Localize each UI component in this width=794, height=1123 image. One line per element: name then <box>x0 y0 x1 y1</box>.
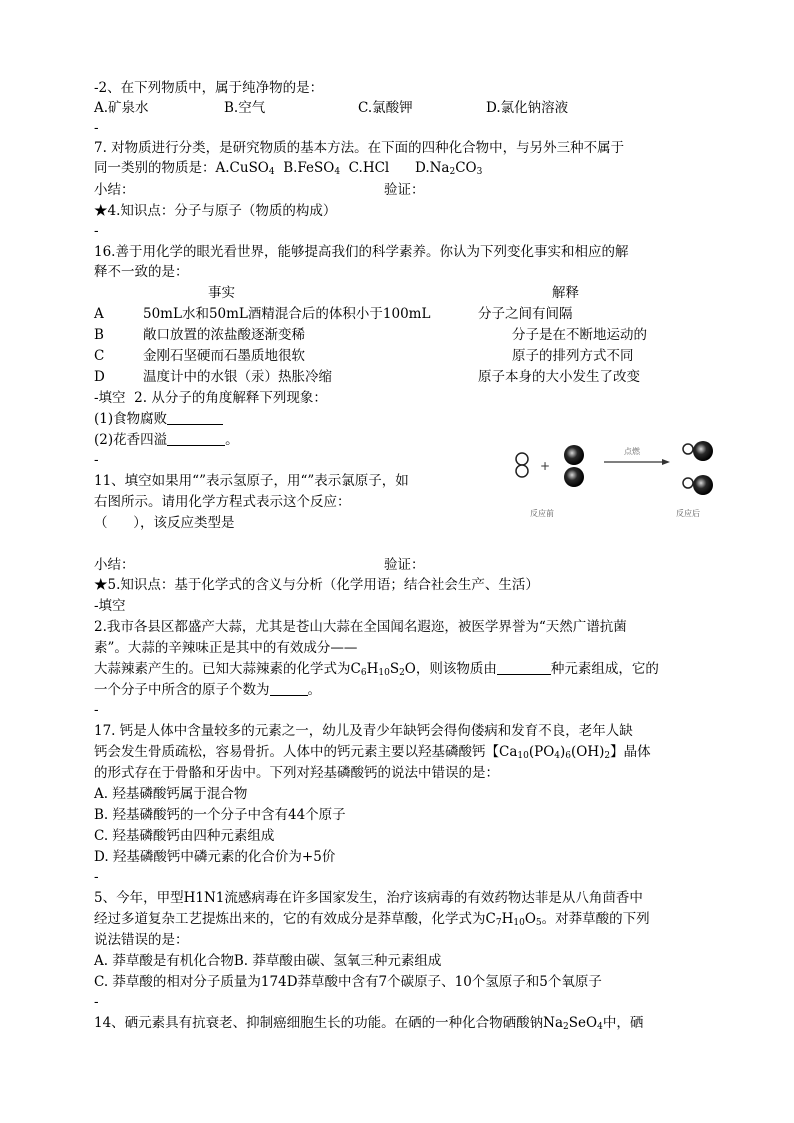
separator: - <box>94 452 99 468</box>
q16-row-letter: A <box>94 306 104 322</box>
answer-blank[interactable] <box>497 660 551 675</box>
fill-2-stem: -填空 2. 从分子的角度解释下列现象： <box>94 390 327 406</box>
svg-text:+: + <box>540 459 551 473</box>
fill-2-item1: (1)食物腐败 <box>94 409 223 429</box>
q7-line1: 7. 对物质进行分类，是研究物质的基本方法。在下面的四种化合物中，与另外三种不属于 <box>94 140 625 156</box>
summary-label: 小结： <box>94 182 135 198</box>
q11-line3: （ ），该反应类型是 <box>94 515 235 531</box>
q2-option-b: B.空气 <box>224 100 266 116</box>
q17-option-b: B. 羟基磷酸钙的一个分子中含有44个原子 <box>94 807 346 823</box>
q2b-line4: 一个分子中所含的原子个数为 。 <box>94 682 321 698</box>
reaction-diagram <box>508 432 724 522</box>
separator: - <box>94 994 99 1010</box>
q2-stem: -2、在下列物质中，属于纯净物的是： <box>94 80 324 96</box>
q11-line2: 右图所示。请用化学方程式表示这个反应： <box>94 494 351 510</box>
q16-row-explanation: 分子之间有间隔 <box>478 306 573 322</box>
q2-option-d: D.氯化钠溶液 <box>486 100 569 116</box>
answer-blank[interactable] <box>167 410 223 425</box>
hydrogen-molecule-icon <box>516 453 528 477</box>
knowledge-point-5: ★5.知识点：基于化学式的含义与分析（化学用语；结合社会生产、生活） <box>94 577 539 593</box>
q16-row-fact: 金刚石坚硬而石墨质地很软 <box>143 348 305 364</box>
verify-label: 验证： <box>384 182 425 198</box>
q17-option-c: C. 羟基磷酸钙由四种元素组成 <box>94 828 275 844</box>
q16-line2: 释不一致的是： <box>94 264 189 280</box>
q16-row-explanation: 原子的排列方式不同 <box>512 348 634 364</box>
q16-row-fact: 温度计中的水银（汞）热胀冷缩 <box>143 369 332 385</box>
fill-header: -填空 <box>94 598 126 614</box>
q16-row-explanation: 原子本身的大小发生了改变 <box>478 369 640 385</box>
separator: - <box>94 223 99 239</box>
q2b-line3: 大蒜辣素产生的。已知大蒜辣素的化学式为$C_6H_{10}S_2O$，则该物质由 种元素组成，它的 <box>94 661 659 678</box>
q16-row-letter: D <box>94 369 105 385</box>
q16-row-letter: C <box>94 348 105 364</box>
fill-2-item2: (2)花香四溢 。 <box>94 432 239 448</box>
q2-option-a: A.矿泉水 <box>94 100 149 116</box>
q16-header-fact: 事实 <box>208 285 235 301</box>
knowledge-point-4: ★4.知识点：分子与原子（物质的构成） <box>94 203 337 219</box>
q16-row-fact: 50mL水和50mL酒精混合后的体积小于100mL <box>143 306 431 322</box>
q5-line1: 5、今年，甲型H1N1流感病毒在许多国家发生，治疗该病毒的有效药物达菲是从八角茴香中 <box>94 890 643 906</box>
q16-row-letter: B <box>94 327 104 343</box>
hcl-molecule-icon <box>683 441 713 461</box>
q5-line5: C. 莽草酸的相对分子质量为174D莽草酸中含有7个碳原子、10个氢原子和5个氧原子 <box>94 974 602 990</box>
q16-line1: 16.善于用化学的眼光看世界，能够提高我们的科学素养。你认为下列变化事实和相应的解 <box>94 244 629 260</box>
after-label: 反应后 <box>676 509 700 518</box>
q5-line4: A. 莽草酸是有机化合物B. 莽草酸由碳、氢氧三种元素组成 <box>94 953 442 969</box>
verify-label: 验证： <box>384 557 425 573</box>
q17-line2: 钙会发生骨质疏松，容易骨折。人体中的钙元素主要以羟基磷酸钙【$Ca_{10}(PO_4)_6(OH)_2$】晶体 <box>94 744 651 761</box>
separator: - <box>94 869 99 885</box>
reaction-diagram-svg <box>508 432 724 522</box>
hcl-molecule-icon <box>683 475 713 495</box>
before-label: 反应前 <box>530 509 554 518</box>
q11-line1: 11、填空如果用“”表示氢原子，用“”表示氯原子，如 <box>94 473 409 489</box>
q2-option-c: C.氯酸钾 <box>358 100 413 116</box>
separator: - <box>94 120 99 136</box>
chlorine-molecule-icon <box>564 445 584 487</box>
answer-blank[interactable] <box>167 431 225 446</box>
arrow-label: 点燃 <box>624 447 640 456</box>
summary-label: 小结： <box>94 557 135 573</box>
q17-option-d: D. 羟基磷酸钙中磷元素的化合价为+5价 <box>94 849 336 865</box>
q14-line1: 14、硒元素具有抗衰老、抑制癌细胞生长的功能。在硒的一种化合物硒酸钠$Na_2SeO_4$中，硒 <box>94 1015 644 1032</box>
separator: - <box>94 702 99 718</box>
q2b-line1: 2.我市各县区都盛产大蒜，尤其是苍山大蒜在全国闻名遐迩，被医学界誉为“天然广谱抗菌 <box>94 619 627 635</box>
q2b-line2: 素”。大蒜的辛辣味正是其中的有效成分—— <box>94 640 358 656</box>
q5-line3: 说法错误的是： <box>94 932 189 948</box>
q16-row-fact: 敞口放置的浓盐酸逐渐变稀 <box>143 327 305 343</box>
q17-line1: 17. 钙是人体中含量较多的元素之一，幼儿及青少年缺钙会得佝偻病和发育不良，老年人缺 <box>94 723 633 739</box>
q5-line2: 经过多道复杂工艺提炼出来的，它的有效成分是莽草酸，化学式为$C_7H_{10}O_5$。对莽草酸的下列 <box>94 911 650 928</box>
reaction-arrow-icon <box>604 459 670 465</box>
q16-row-explanation: 分子是在不断地运动的 <box>512 327 647 343</box>
q7-line2: 同一类别的物质是：A.CuSO$_4$ B.FeSO$_4$ C.HCl $D.Na_2CO_3$ <box>94 160 483 177</box>
q17-option-a: A. 羟基磷酸钙属于混合物 <box>94 786 248 802</box>
q17-line3: 的形式存在于骨骼和牙齿中。下列对羟基磷酸钙的说法中错误的是： <box>94 765 499 781</box>
answer-blank[interactable] <box>270 681 308 696</box>
q16-header-explanation: 解释 <box>552 285 579 301</box>
